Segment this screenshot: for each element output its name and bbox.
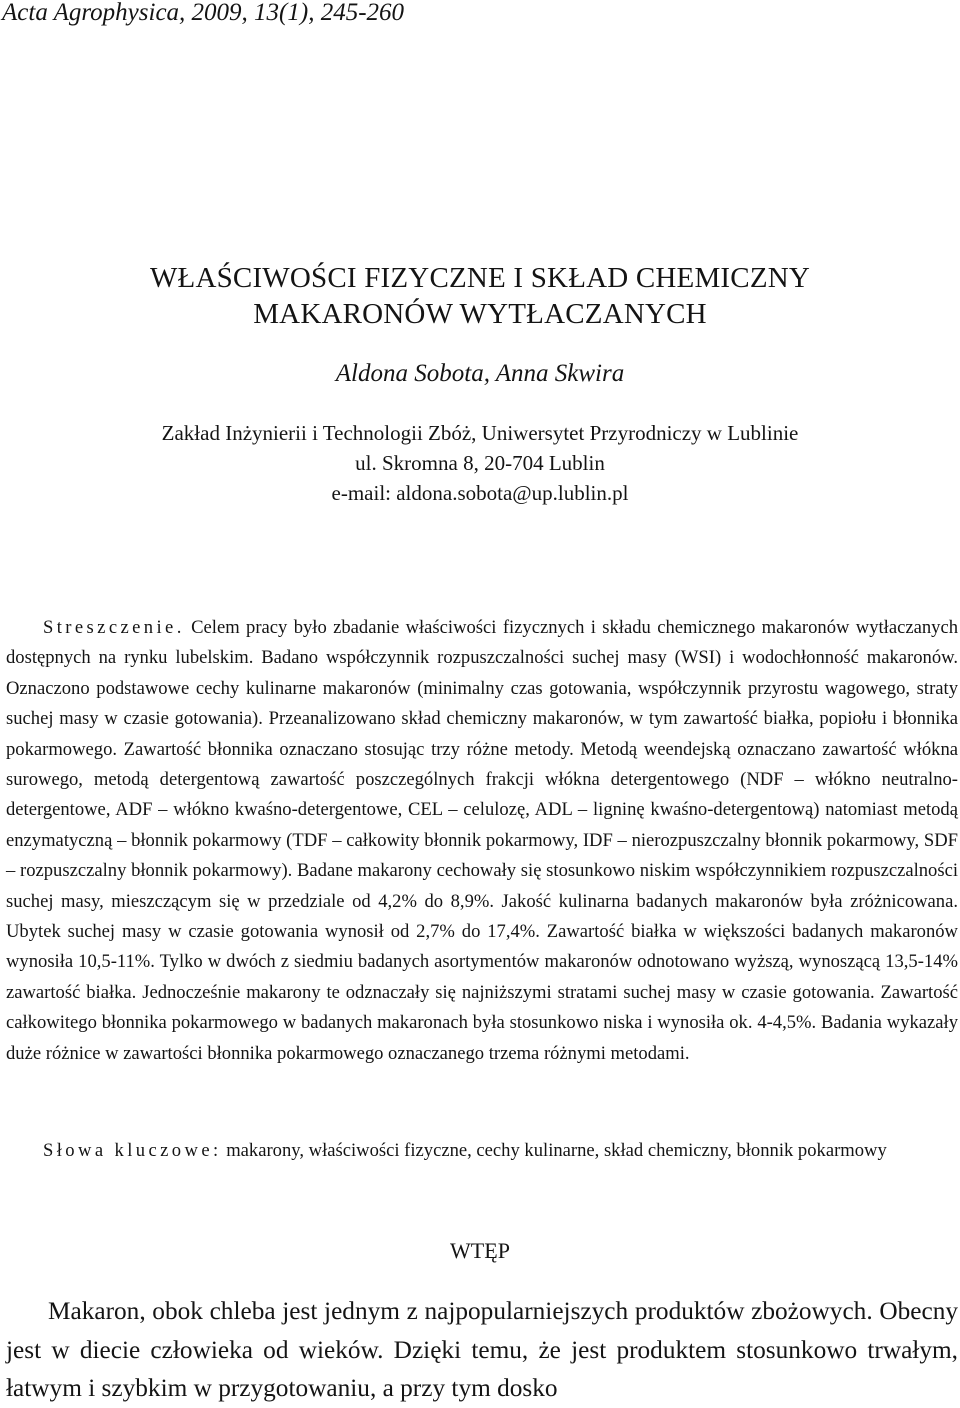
abstract: [6, 613, 958, 1069]
authors: Aldona Sobota, Anna Skwira: [335, 360, 625, 387]
keywords-text: makarony, właściwości fizyczne, cechy kulinarne, skład chemiczny, błonnik pokarmowy: [226, 1140, 887, 1161]
article-title-line-1: WŁAŚCIWOŚCI FIZYCZNE I SKŁAD CHEMICZNY: [149, 262, 811, 294]
abstract-text: Celem pracy było zbadanie właściwości fizycznych i składu chemicznego makaronów wytłaczanych dostępnych na rynku lubelskim. Badano współczynnik rozpuszczalności suchej masy (WSI) i wodochłonność makaronów. Oznaczono podstawowe cechy kulinarne makaronów (minimalny czas gotowania, współczynnik przyrostu wagowego, straty suchej masy w czasie gotowania). Przeanalizowano skład chemiczny makaronów, w tym zawartość białka, popiołu i błonnika pokarmowego. Zawartość błonnika oznaczano stosując trzy różne metody. Metodą weendejską oznaczano zawartość włókna surowego, metodą detergentową zawartość poszczególnych frakcji włókna detergentowego (NDF – włókno neutralno-detergentowe, ADF – włókno kwaśno-detergentowe, CEL – celulozę, ADL – ligninę kwaśno-detergentową) natomiast metodą enzymatyczną – błonnik pokarmowy (TDF – całkowity błonnik pokarmowy, IDF – nierozpuszczalny błonnik pokarmowy, SDF – rozpuszczalny błonnik pokarmowy). Badane makarony cechowały się stosunkowo niskim współczynnikiem rozpuszczalności suchej masy, mieszczącym się w przedziale od 4,2% do 8,9%. Jakość kulinarna badanych makaronów była zróżnicowana. Ubytek suchej masy w czasie gotowania wynosił od 2,7% do 17,4%. Zawartość białka w większości badanych makaronów wynosiła 10,5-11%. Tylko w dwóch z siedmiu badanych asortymentów makaronów odnotowano wyższą, wynoszącą 13,5-14% zawartość białka. Jednocześnie makarony te odznaczały się najniższymi stratami suchej masy w czasie gotowania. Zawartość całkowitego błonnika pokarmowego w badanych makaronach była stosunkowo niska i wynosiła ok. 4-4,5%. Badania wykazały duże różnice w zawartości błonnika pokarmowego oznaczanego trzema różnymi metodami.: [6, 617, 958, 1064]
keywords-label: Słowa kluczowe:: [43, 1140, 222, 1161]
introduction-paragraph: Makaron, obok chleba jest jednym z najpopularniejszych produktów zbożowych. Obecny jest w diecie człowieka od wieków. Dzięki temu, że jest produktem stosunkowo trwałym, łatwym i szybkim w przygotowaniu, a przy tym dosko: [6, 1297, 958, 1402]
journal-citation: Acta Agrophysica, 2009, 13(1), 245-260: [2, 0, 405, 26]
article-title-line-2: MAKARONÓW WYTŁACZANYCH: [253, 298, 707, 330]
keywords: [6, 1136, 958, 1166]
affiliation-address: ul. Skromna 8, 20-704 Lublin: [355, 451, 605, 475]
affiliation: [0, 418, 960, 508]
affiliation-institution: Zakład Inżynierii i Technologii Zbóż, Uniwersytet Przyrodniczy w Lublinie: [161, 421, 799, 445]
article-title: [0, 260, 960, 332]
section-heading-introduction: WTĘP: [450, 1238, 510, 1263]
abstract-label: Streszczenie.: [43, 617, 185, 638]
affiliation-email: e-mail: aldona.sobota@up.lublin.pl: [331, 481, 629, 505]
